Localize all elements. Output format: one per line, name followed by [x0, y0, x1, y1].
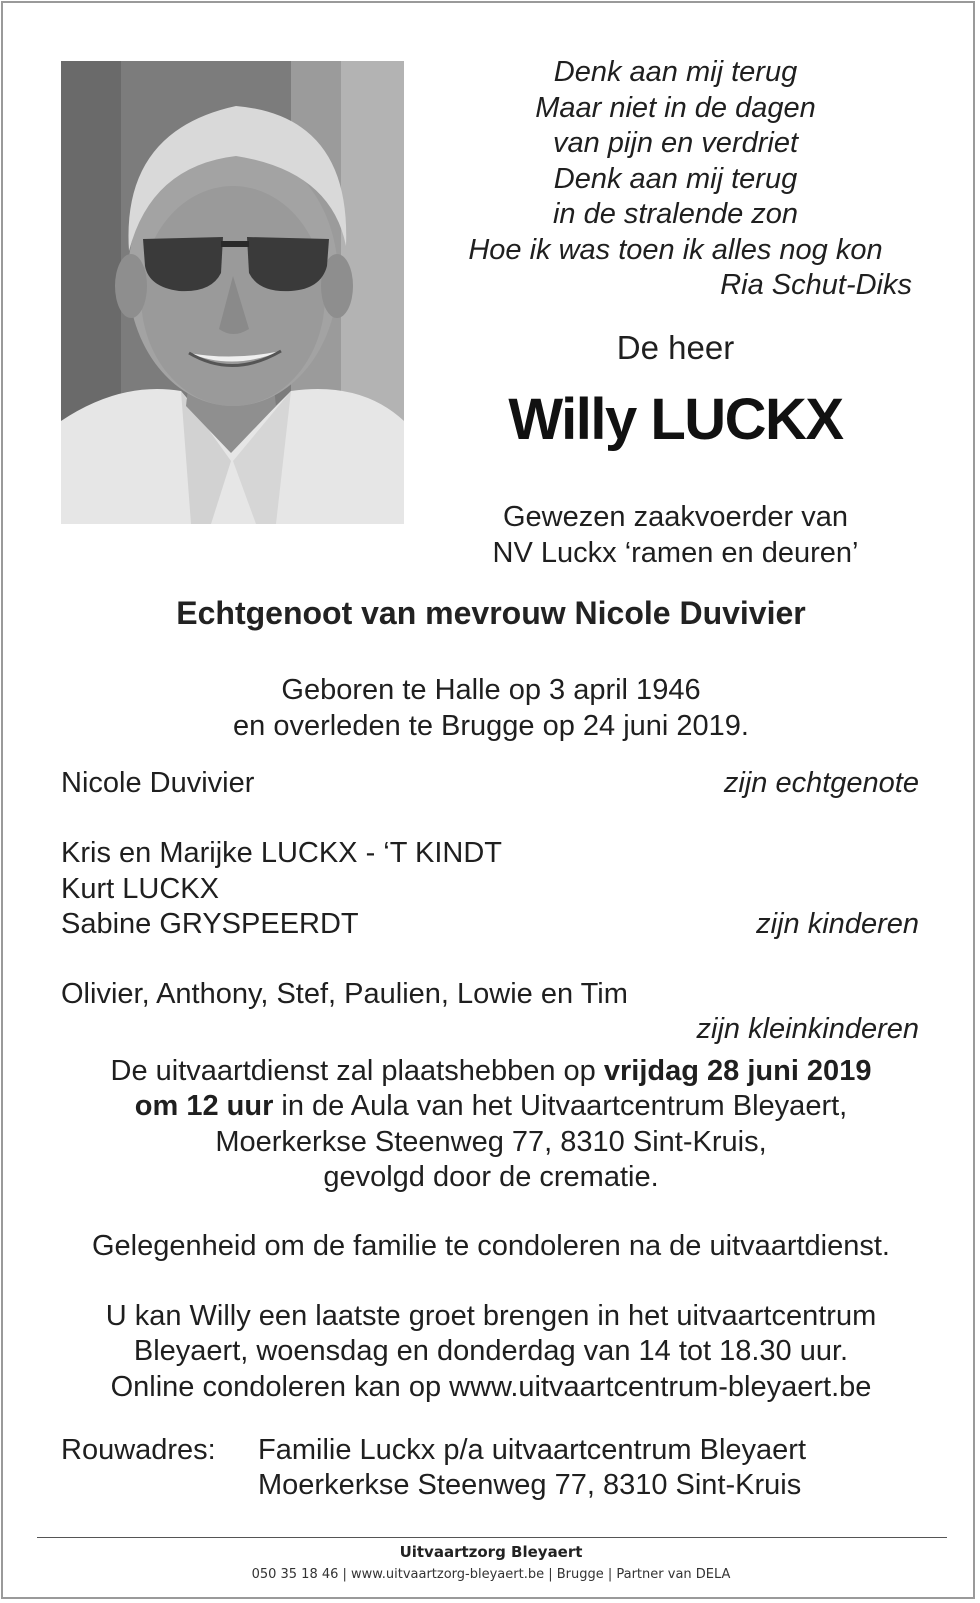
address-line: Moerkerkse Steenweg 77, 8310 Sint-Kruis	[258, 1469, 802, 1502]
occupation	[433, 499, 918, 571]
family-member: Kurt LUCKX	[61, 872, 219, 905]
poem-line: Hoe ik was toen ik alles nog kon	[468, 233, 883, 266]
footer-divider	[37, 1537, 947, 1538]
occupation-line: NV Luckx ‘ramen en deuren’	[492, 537, 859, 569]
visit-info	[3, 1299, 979, 1405]
service-line	[3, 1089, 979, 1124]
service-line: gevolgd door de crematie.	[323, 1160, 659, 1193]
family-relation: zijn echtgenote	[723, 767, 919, 799]
deceased-name: Willy LUCKX	[508, 387, 843, 452]
service-line	[3, 1054, 979, 1089]
family-list	[61, 766, 919, 1048]
visit-line: Bleyaert, woensdag en donderdag van 14 tot 18.30 uur.	[133, 1335, 849, 1368]
family-row	[61, 836, 919, 871]
service-text: De uitvaartdienst zal plaatshebben op	[110, 1055, 604, 1087]
service-text: in de Aula van het Uitvaartcentrum Bleyaert,	[273, 1090, 848, 1123]
service-line: Moerkerkse Steenweg 77, 8310 Sint-Kruis,	[215, 1125, 767, 1158]
birth-death-info	[3, 672, 979, 744]
family-member: Kris en Marijke LUCKX - ‘T KINDT	[61, 837, 502, 870]
portrait-photo	[61, 61, 404, 524]
visit-line: U kan Willy een laatste groet brengen in het uitvaartcentrum	[105, 1300, 877, 1332]
poem-line: Denk aan mij terug	[553, 162, 798, 195]
occupation-line: Gewezen zaakvoerder van	[503, 501, 848, 533]
obituary-card	[1, 1, 975, 1599]
footer-info: 050 35 18 46 | www.uitvaartzorg-bleyaert.be | Brugge | Partner van DELA	[251, 1567, 731, 1582]
family-member: Olivier, Anthony, Stef, Paulien, Lowie en Tim	[61, 978, 628, 1011]
title-prefix: De heer	[616, 329, 735, 366]
poem-line: Denk aan mij terug	[553, 56, 798, 88]
service-time: om 12 uur	[134, 1090, 274, 1123]
poem-line: in de stralende zon	[552, 198, 799, 230]
visit-line: Online condoleren kan op www.uitvaartcentrum-bleyaert.be	[110, 1370, 872, 1403]
family-row	[61, 907, 919, 942]
family-row	[61, 977, 919, 1012]
poem-author: Ria Schut-Diks	[720, 269, 912, 301]
family-row	[61, 872, 919, 907]
service-info	[3, 1054, 979, 1195]
condolence-info: Gelegenheid om de familie te condoleren na de uitvaartdienst.	[91, 1230, 890, 1262]
service-date: vrijdag 28 juni 2019	[603, 1055, 872, 1087]
family-member: Sabine GRYSPEERDT	[61, 907, 359, 940]
family-member: Nicole Duvivier	[61, 767, 255, 799]
family-relation: zijn kleinkinderen	[696, 1013, 919, 1046]
family-row	[61, 1012, 919, 1047]
family-relation: zijn kinderen	[756, 907, 919, 940]
address-label: Rouwadres:	[61, 1434, 216, 1466]
address-value	[258, 1433, 806, 1504]
footer-title: Uitvaartzorg Bleyaert	[399, 1543, 583, 1561]
poem	[433, 55, 918, 304]
death-line: en overleden te Brugge op 24 juni 2019.	[233, 710, 749, 742]
portrait-illustration	[61, 61, 404, 524]
poem-line: Maar niet in de dagen	[535, 91, 816, 124]
family-row	[61, 766, 919, 801]
spouse-heading: Echtgenoot van mevrouw Nicole Duvivier	[176, 595, 806, 631]
address-line: Familie Luckx p/a uitvaartcentrum Bleyaert	[258, 1434, 806, 1466]
birth-line: Geboren te Halle op 3 april 1946	[281, 674, 701, 706]
poem-line: van pijn en verdriet	[552, 127, 799, 159]
